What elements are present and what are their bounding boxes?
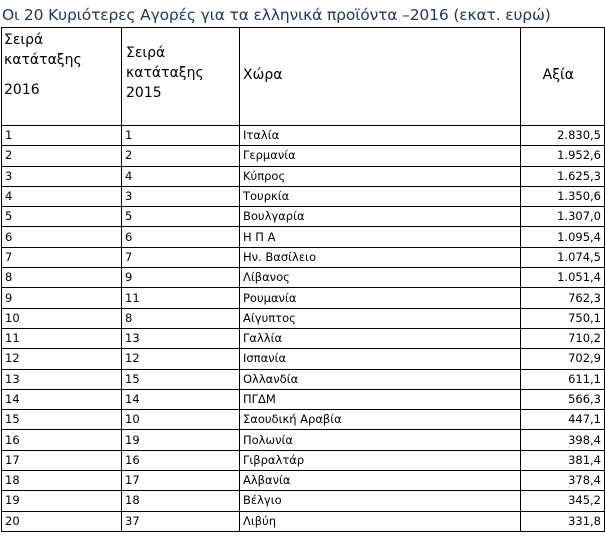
header-rank-2016 — [2, 28, 122, 126]
cell-rank-2015: 37 — [122, 511, 240, 531]
table-row — [2, 410, 605, 430]
header-value — [521, 28, 605, 126]
header-country — [240, 28, 521, 126]
cell-country: Αίγυπτος — [240, 308, 521, 328]
cell-value: 1.350,6 — [521, 186, 605, 206]
table-row — [2, 471, 605, 491]
table-row — [2, 126, 605, 146]
table-row — [2, 450, 605, 470]
cell-rank-2016: 15 — [2, 410, 122, 430]
markets-table — [1, 27, 605, 532]
cell-country: Βέλγιο — [240, 491, 521, 511]
cell-rank-2015: 14 — [122, 389, 240, 409]
cell-value: 331,8 — [521, 511, 605, 531]
cell-country: Πολωνία — [240, 430, 521, 450]
table-row — [2, 389, 605, 409]
cell-value: 345,2 — [521, 491, 605, 511]
cell-value: 1.074,5 — [521, 247, 605, 267]
table-row — [2, 511, 605, 531]
cell-value: 2.830,5 — [521, 126, 605, 146]
header-rank-2015 — [122, 28, 240, 126]
cell-rank-2015: 19 — [122, 430, 240, 450]
cell-rank-2015: 10 — [122, 410, 240, 430]
cell-value: 1.095,4 — [521, 227, 605, 247]
cell-rank-2016: 7 — [2, 247, 122, 267]
cell-country: Ιταλία — [240, 126, 521, 146]
cell-country: Κύπρος — [240, 166, 521, 186]
table-row — [2, 349, 605, 369]
cell-rank-2015: 13 — [122, 328, 240, 348]
cell-country: Λίβανος — [240, 268, 521, 288]
cell-country: Σαουδική Αραβία — [240, 410, 521, 430]
cell-value: 750,1 — [521, 308, 605, 328]
cell-value: 398,4 — [521, 430, 605, 450]
cell-rank-2016: 9 — [2, 288, 122, 308]
cell-rank-2015: 12 — [122, 349, 240, 369]
cell-rank-2015: 11 — [122, 288, 240, 308]
cell-rank-2015: 7 — [122, 247, 240, 267]
cell-country: Ρουμανία — [240, 288, 521, 308]
header-rank-2016-year: 2016 — [4, 82, 40, 98]
cell-country: Τουρκία — [240, 186, 521, 206]
cell-country: Βουλγαρία — [240, 207, 521, 227]
cell-value: 381,4 — [521, 450, 605, 470]
cell-rank-2016: 12 — [2, 349, 122, 369]
cell-value: 566,3 — [521, 389, 605, 409]
table-header-row — [2, 28, 605, 126]
cell-country: Λιβύη — [240, 511, 521, 531]
cell-rank-2016: 14 — [2, 389, 122, 409]
header-rank-2015-label: Σειρά κατάταξης 2015 — [126, 45, 204, 101]
cell-value: 447,1 — [521, 410, 605, 430]
cell-value: 1.952,6 — [521, 146, 605, 166]
cell-rank-2016: 2 — [2, 146, 122, 166]
cell-rank-2016: 3 — [2, 166, 122, 186]
cell-country: Η Π Α — [240, 227, 521, 247]
table-row — [2, 268, 605, 288]
cell-rank-2015: 1 — [122, 126, 240, 146]
cell-rank-2015: 2 — [122, 146, 240, 166]
markets-table-body — [2, 28, 605, 532]
cell-country: Αλβανία — [240, 471, 521, 491]
table-row — [2, 288, 605, 308]
cell-value: 1.307,0 — [521, 207, 605, 227]
cell-rank-2016: 16 — [2, 430, 122, 450]
cell-rank-2016: 13 — [2, 369, 122, 389]
table-row — [2, 146, 605, 166]
header-country-label: Χώρα — [243, 67, 283, 83]
cell-value: 710,2 — [521, 328, 605, 348]
cell-value: 611,1 — [521, 369, 605, 389]
cell-rank-2016: 8 — [2, 268, 122, 288]
cell-rank-2016: 18 — [2, 471, 122, 491]
cell-value: 1.625,3 — [521, 166, 605, 186]
cell-rank-2016: 17 — [2, 450, 122, 470]
cell-rank-2016: 4 — [2, 186, 122, 206]
cell-country: Ην. Βασίλειο — [240, 247, 521, 267]
table-row — [2, 369, 605, 389]
table-row — [2, 227, 605, 247]
cell-rank-2016: 20 — [2, 511, 122, 531]
document-title: Οι 20 Κυριότερες Αγορές για τα ελληνικά προϊόντα –2016 (εκατ. ευρώ) — [2, 6, 551, 24]
cell-rank-2015: 4 — [122, 166, 240, 186]
cell-rank-2016: 5 — [2, 207, 122, 227]
cell-value: 762,3 — [521, 288, 605, 308]
table-row — [2, 207, 605, 227]
cell-country: Γαλλία — [240, 328, 521, 348]
cell-rank-2016: 6 — [2, 227, 122, 247]
table-row — [2, 308, 605, 328]
table-row — [2, 328, 605, 348]
cell-rank-2015: 5 — [122, 207, 240, 227]
cell-country: Γιβραλτάρ — [240, 450, 521, 470]
cell-rank-2016: 10 — [2, 308, 122, 328]
cell-rank-2015: 17 — [122, 471, 240, 491]
cell-country: Ολλανδία — [240, 369, 521, 389]
cell-rank-2015: 16 — [122, 450, 240, 470]
table-row — [2, 166, 605, 186]
cell-country: Ισπανία — [240, 349, 521, 369]
cell-rank-2015: 8 — [122, 308, 240, 328]
table-row — [2, 491, 605, 511]
table-row — [2, 186, 605, 206]
cell-rank-2015: 3 — [122, 186, 240, 206]
cell-rank-2016: 11 — [2, 328, 122, 348]
cell-rank-2015: 15 — [122, 369, 240, 389]
cell-rank-2015: 9 — [122, 268, 240, 288]
header-value-label: Αξία — [542, 67, 574, 83]
cell-rank-2016: 19 — [2, 491, 122, 511]
table-row — [2, 430, 605, 450]
cell-rank-2015: 18 — [122, 491, 240, 511]
cell-value: 702,9 — [521, 349, 605, 369]
cell-value: 1.051,4 — [521, 268, 605, 288]
cell-country: ΠΓΔΜ — [240, 389, 521, 409]
cell-value: 378,4 — [521, 471, 605, 491]
cell-country: Γερμανία — [240, 146, 521, 166]
table-row — [2, 247, 605, 267]
cell-rank-2016: 1 — [2, 126, 122, 146]
cell-rank-2015: 6 — [122, 227, 240, 247]
header-rank-2016-label: Σειρά κατάταξης — [4, 32, 82, 68]
